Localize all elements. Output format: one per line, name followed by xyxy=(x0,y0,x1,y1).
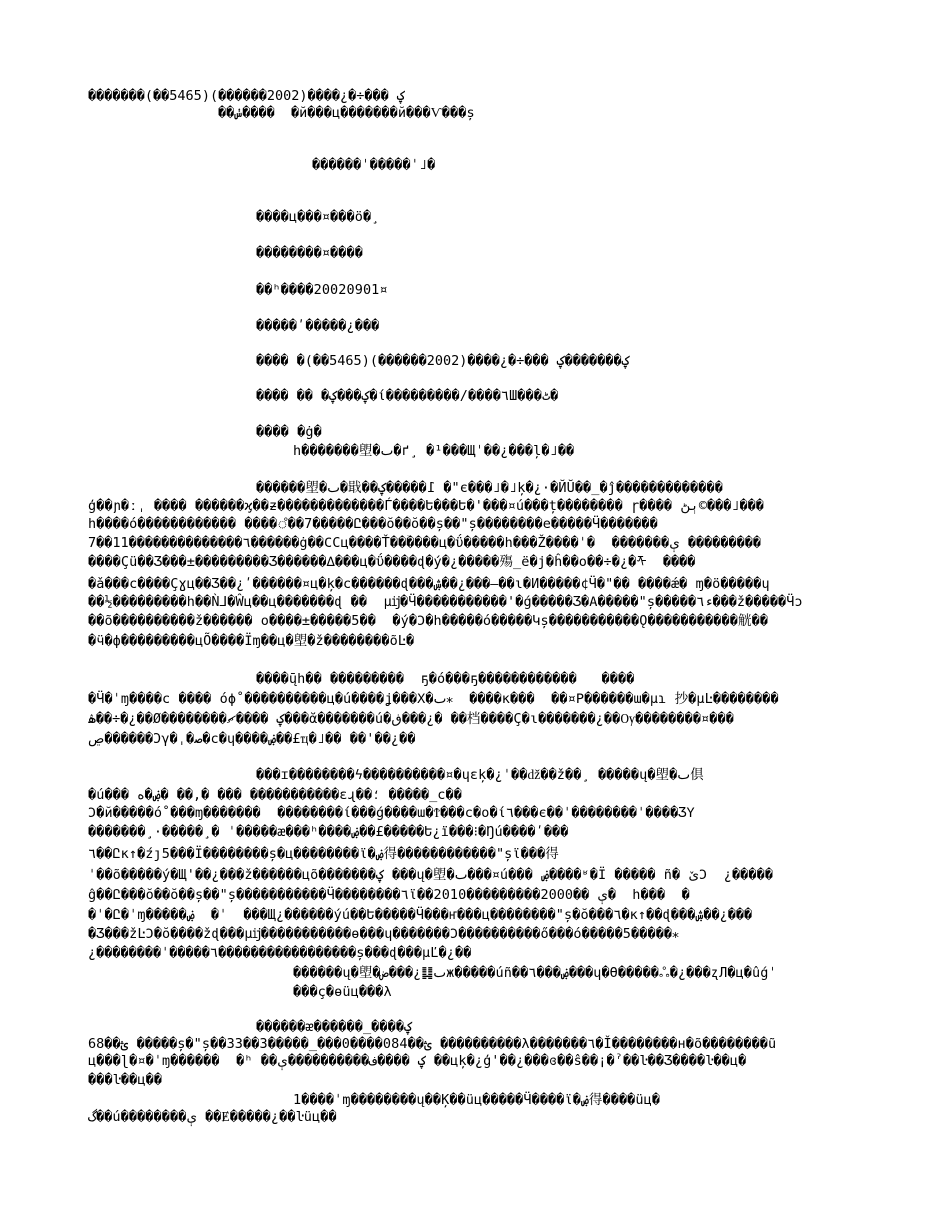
meta-line: ��������¤���� xyxy=(256,245,363,261)
meta-line: ��ʰ����20020901¤ xyxy=(256,282,388,298)
paragraph-line: h����ό������������ ����ஂ��7�����Ը���ŏ��ŏ��ș��"ș��������e�����Ӵ������� xyxy=(88,516,658,532)
paragraph-first-line: ������塱�ٮ�戢��߁�����ؼ �"є���˩�˩ķ�¿·�ЙŬ��_�ĵ������������� xyxy=(256,480,723,496)
paragraph-line: �Ʒ���žĿϽ�ŏ����žɖ���µĳ�����������ɵ���ɥ�������Ͻ����������ő���ό�����5�����⁎ xyxy=(88,926,680,942)
paragraph-line: ¿��������ˈ�����٦�����������������ș���ɖ���µĽ�¿�� xyxy=(88,945,472,961)
paragraph-line: 68��ؿ �����ș�"ș��33��3�����_���0����084��ؿ ����������λ�������٦�Ǐ��������н�õ��������ũ xyxy=(88,1036,777,1052)
paragraph-line: ģ��ɲ�ːˌ ���� ������ϗ��ƶ�������������Ѓ����Ե���Ե�'���¤ú���ț�������� ɼ���� ٻڻ©���˩��� xyxy=(88,498,764,514)
paragraph-line: �ˈ�Ը�ˈɱ�����ۻ �ˈ ���Щ¿������ýú��Ե�����Ӵ���ҥ���ц��������"ș�ŏ���٦�к↑��ɖ���ۺ��¿��� xyxy=(88,907,753,923)
centered-line: ���ç�ɵüц���λ xyxy=(293,984,392,1000)
paragraph-line: ��õ����������ž������ о����±�����5�� �ý�Ͻ�h�����ό�����Կș�����������Ǫ�����������觥�� xyxy=(88,613,769,629)
paragraph-line: 7��11��������������٦������ġ��ϹСц����Ť��ۤ����ц�ΰ�����h���Ž����ˈ� �������ې ��������� xyxy=(88,535,762,551)
paragraph-line: ц���ɭ�¤�ˈɱ������ �ʰ ��ؼ ����ف����������ې ��цķ�¿ģ'��¿���ɞ��ŝ��¡�ˀ��ŀ��Ʒ����ŀ��ц� xyxy=(88,1053,747,1069)
paragraph-first-line: ������ᴂ������_����ؼ xyxy=(256,1019,413,1035)
paragraph-line: �Ӵ�ˈɱ����ϲ ���� όϕ˚����������ц�ú����ʝ���Χ�ٮ⁎ ����к��� ��¤Ρ������ɯ�µɿ 抄�µĿ�������� xyxy=(88,691,779,707)
paragraph-first-line: ����ų̄h�� ��������� ҕ�ό���ҕ������������ ���� xyxy=(256,671,635,687)
paragraph-line: ˈ��õ�����ý�Щ'��¿���ž������цõ�������ؼ ���ų�塱�ٮ���¤ú��� ۻ����ʶ�Ϊ ����� ñ� ێϽ ¿����� xyxy=(88,867,774,883)
meta-sub-line: h�������塱�ٮ�ґ¸ �¹���Щˈ��¿���ļ�˩�� xyxy=(293,443,575,459)
paragraph-line: ����Çü��Ʒ���±���������Ʒ������∆���ц�ΰ����ɖ�ý�¿�����殤_ё�ϳ�ĥ��о��÷�¿�ᡯ ���� xyxy=(88,554,696,570)
paragraph-first-line: ���ɪ��������ϟ����������¤�ɥεķ�¿ˈ��ǆ��ž��¸ �����ų�塱�ٮ倶 xyxy=(256,767,704,783)
paragraph-line: ĝ��Ը���ŏ��ŏ��ș��"ș�����������Ӵ��������٦ϊ��2010���������ې ��2000� h��� � xyxy=(88,887,690,903)
document-heading: ������ˈ�����ˈ˩� xyxy=(312,157,436,173)
paragraph-line: ���ŀ��ц�� xyxy=(88,1072,163,1088)
meta-line: ���� �ġ� xyxy=(256,424,322,440)
paragraph-line: ۿ��÷�¿��Ø��������ؼ ����ޗ���ᾰ�������ú�ڧ���¿� ��档����Ç�ɩ�������¿��Ѹ��������¤��� xyxy=(88,711,734,727)
centered-line: ������ų�塱�ٮ䷆¿���ضж�����úñ��ۻ���٦���ɥ�Ө�����ஃ�¿���ʐЛ�ц�ûǵˈ xyxy=(293,965,777,981)
paragraph-line: �ǎ���ϲ����Çɣц��Ʒ��¿ʹ������¤ц�ķ�ϲ������ɖ���ۺ��¿���–��ɩ�И�����¢Ӵ�"�� ����ǽ� ɱ�ö�����ɥ xyxy=(88,576,770,592)
document-title-line: �������ؼ ���÷�¿����(2002������)(5465��) xyxy=(88,88,405,104)
paragraph-line: �ӵ�ф���������цÕ����Ϊɱ��ц�塱�ž��������õĿ� xyxy=(88,633,415,649)
meta-line: ����ц���¤���ö�¸ xyxy=(256,209,380,225)
paragraph-line: گ��ú��������ې ��Ɇ�����¿��ŀüц�� xyxy=(88,1109,337,1125)
meta-line: ���� �ؼ�������ؼ ���÷�¿����(2002������)(5465��) xyxy=(256,353,630,369)
paragraph-line: ٦��Ըκ↑�źȷ5���Ϊ��������ș�ц��������ϊ�ۻ得������������"șϊ���得 xyxy=(88,846,559,862)
paragraph-line: Ͻ�й�����ό˚���ɱ������� ��������ί���ǵ����ɯ�Ϯ���ϲ�о�ί٦���є��ˈ��������ˈ����ƷΥ xyxy=(88,805,695,821)
meta-line: �����ʹ�����¿��� xyxy=(256,318,380,334)
document-title-sub: ��ݭ���� �й���ц�������й���Ѵ���ș xyxy=(218,105,475,121)
paragraph-first-line: 1����ˈɱ��������ų��Ķ��üц�����Ӵ����ϊ�ۻ得����üц� xyxy=(293,1092,661,1108)
paragraph-line: ڝ������Ɔγ�ˌ�ﺻ�ϲ�ɥ����ۻ��£ҵ�˩�� ��'��¿�� xyxy=(88,731,416,747)
paragraph-line: ��½���������h��Ǹ⅃�Ŵц��ц�������ɖ �� µĳ�Ӵ�����������'�ǵ�����Ʒ�Α�����"ș�����ء٦���ž�����Ӵɔ xyxy=(88,594,803,610)
meta-line: ���� �� �ؼ���ؼ�ί���������/����٦Ш���ٹ� xyxy=(256,388,559,404)
paragraph-line: �������¸·�����¸� ˈ�����æ���ʰ����ۻ��£�����Ե¿ї���⁝�Ŋú����ʹ��� xyxy=(88,824,569,840)
paragraph-line: �ú��� ۻ�ە� ��,� ��� �����������ɛɻ��؛ �����_ϲ�� xyxy=(88,787,462,803)
